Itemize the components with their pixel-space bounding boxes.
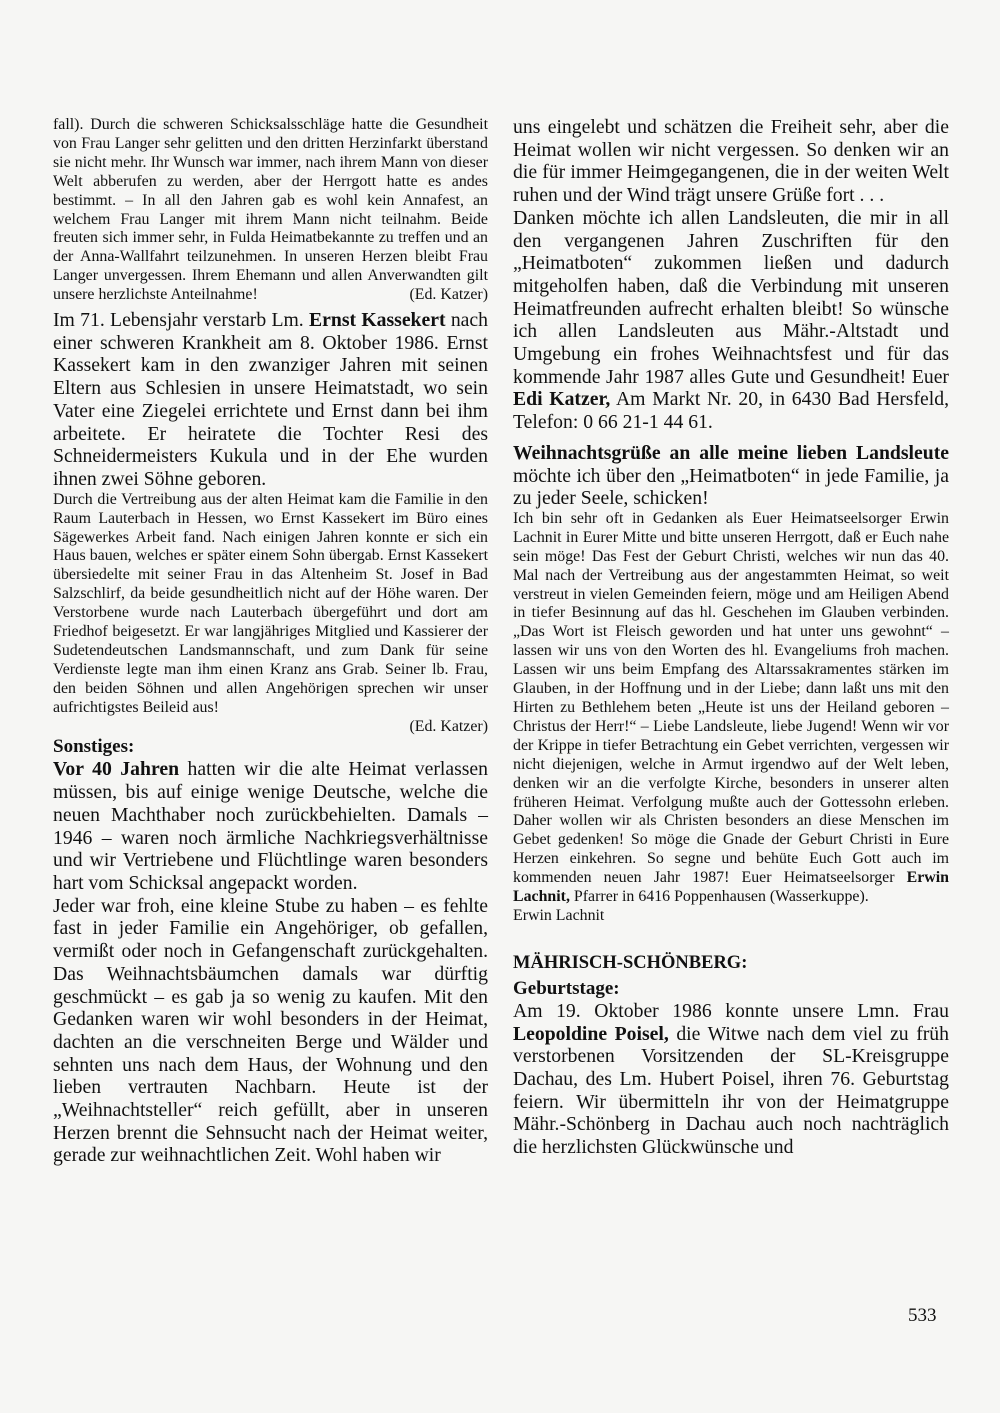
langer-obituary-paragraph: fall). Durch die schweren Schicksalsschläge hatte die Gesundheit von Frau Langer sehr gelitten und den dritten Herzinfarkt überstand sie nicht mehr. Ihr Wunsch war immer, nach ihrem Mann von dieser Welt abberufen zu werden, aber der Herrgott hatte es andes bestimmt. – In all den Jahren gab es wohl kein Annafest, an welchem Frau Langer mit ihrem Mann nicht teilnahm. Beide freuten sich immer sehr, in Fulda Heimatbekannte zu treffen und an der Anna-Wallfahrt teilzunehmen. In unseren Herzen bleibt Frau Langer unvergessen. Ihrem Ehemann und allen Anverwandten gilt unsere herzlichste Anteilnahme! (Ed. Katzer) [53,116,488,304]
left-column [53,116,488,1167]
sonstiges-lead: Vor 40 Jahren [53,758,180,781]
sonstiges-paragraph: Vor 40 Jahren hatten wir die alte Heimat verlassen müssen, bis auf einige wenige Deutsche, welche die neuen Machthaber noch zurückbehielten. Damals – 1946 – waren noch ärmliche Nachkriegsverhältnisse und wir Vertriebene und Flüchtlinge waren besonders hart vom Schicksal angepackt worden. [53,758,489,894]
erwin-lachnit-name: Erwin Lachnit, [513,869,949,906]
sermon-paragraph: Ich bin sehr oft in Gedanken als Euer Heimatseelsorger Erwin Lachnit in Eurer Mitte und bitte unseren Herrgott, daß er Euch nahe sein möge! Das Fest der Geburt Christi, welches wir nun das 40. Mal nach der Vertreibung aus der angestammten Heimat, so weit verstreut in vielen Gemeinden feiern, möge und am Heiligen Abend in tiefer Besinnung auf das hl. Geschehen im Glauben verbinden. „Das Wort ist Fleisch geworden und hat unter uns gewohnt“ – lassen wir uns von den Worten des hl. Evangeliums froh machen. Lassen wir uns beim Empfang des Altarssakramentes stärken im Glauben, in der Hoffnung und in der Liebe; dann laßt uns mit den Hirten zu Bethlehem beten „Heute ist uns der Heiland geboren – Christus der Herr!“ – Liebe Landsleute, liebe Jugend! Wenn wir vor der Krippe in tiefer Betrachtung ein Gebet verrichten, vergessen wir nicht diejenigen, welche in Armut irgendwo auf der Welt leben, denken wir an die verfolgte Kirche, besonders in unserer alten früheren Heimat. Verfolgung mußte auch der Gottessohn erleben. Daher wollen wir als Christen besonders an diese Menschen im Gebet gedenken! So möge die Gnade der Geburt Christi in Eure Herzen einkehren. So segne und behüte Euch Gott auch im kommenden neuen Jahr 1987! Euer Heimatseelsorger Erwin Lachnit, Pfarrer in 6416 Poppenhausen (Wasserkuppe). [513,509,949,906]
sonstiges-heading: Sonstiges: [53,736,135,758]
kassekert-name: Ernst Kassekert [309,309,446,332]
leopoldine-poisel-name: Leopoldine Poisel, [513,1022,669,1045]
right-column [513,116,949,1159]
birthday-paragraph: Am 19. Oktober 1986 konnte unsere Lmn. Frau Leopoldine Poisel, die Witwe nach dem viel zu früh verstorbenen Vorsitzenden der SL-Kreisgruppe Dachau, des Lm. Hubert Poisel, ihren 76. Geburtstag feiern. Wir übermitteln ihr von der Heimatgruppe Mähr.-Schönberg in Dachau auch noch nachträglich die herzlichsten Glückwünsche und [513,999,949,1159]
kassekert-signature: (Ed. Katzer) [409,717,488,735]
section-heading-maehrisch-schoenberg: MÄHRISCH-SCHÖNBERG: [513,952,748,973]
kassekert-obituary-paragraph: Durch die Vertreibung aus der alten Heimat kam die Familie in den Raum Lauterbach in Hessen, wo Ernst Kassekert im Büro eines Sägewerkes Arbeit fand. Nach einigen Jahren konnte er sich ein Haus bauen, welches er später einem Sohn übergab. Ernst Kassekert übersiedelte mit seiner Frau in das Altenheim St. Josef in Bad Salzschlirf, da beide gesundheitlich nicht auf der Höhe waren. Der Verstorbene wurde nach Lauterbach übergeführt und dort am Friedhof beigesetzt. Er war langjähriges Mitglied und Kassierer der Sudetendeutschen Landsmannschaft, und zum Dank für seine Verdienste legte man ihm einen Kranz ans Grab. Seiner lb. Frau, den beiden Söhnen und allen Angehörigen sprechen wir unser aufrichtigstes Beileid aus! [53,490,488,716]
langer-signature: (Ed. Katzer) [409,286,488,304]
christmas-greeting-title: Weihnachtsgrüße an alle meine lieben Landsleute [513,441,949,464]
continuation-paragraph: uns eingelebt und schätzen die Freiheit sehr, aber die Heimat wollen wir nicht vergessen. So denken wir an die für immer Heimgegangenen, die in der weiten Welt ruhen und der Wind trägt unsere Grüße fort . . . [513,116,949,207]
birthdays-subheading: Geburtstage: [513,977,620,999]
sonstiges-paragraph-2: Jeder war froh, eine kleine Stube zu haben – es fehlte fast in jeder Familie ein Angehöriger, ob gefallen, vermißt oder noch in Gefangenschaft zurückgehalten. Das Weihnachtsbäumchen damals war dürftig geschmückt – es gab ja so wenig zu kaufen. Mit den Gedanken waren wir wohl besonders in der Heimat, dachten an die verschneiten Berge und Wälder und sehnten uns nach dem Haus, der Wohnung und den lieben vertrauten Nachbarn. Heute ist der „Weihnachtsteller“ reich gefüllt, aber in unseren Herzen brennt die Sehnsucht nach der Heimat weiter, gerade zur weihnachtlichen Zeit. Wohl haben wir [53,894,488,1167]
edi-katzer-name: Edi Katzer, [513,388,611,411]
sermon-signature: Erwin Lachnit [513,906,605,924]
kassekert-obituary-intro: Im 71. Lebensjahr verstarb Lm. Ernst Kassekert nach einer schweren Krankheit am 8. Oktober 1986. Ernst Kassekert kam in den zwanziger Jahren mit seinen Eltern aus Schlesien in unsere Heimatstadt, wo sein Vater eine Ziegelei errichtete und Ernst dann bei ihm arbeitete. Er heiratete die Tochter Resi des Schneidermeisters Kukula und in der Ehe wurden ihnen zwei Söhne geboren. [53,309,488,490]
christmas-greeting: Weihnachtsgrüße an alle meine lieben Landsleute möchte ich über den „Heimatboten“ in jede Familie, ja zu jeder Seele, schicken! [513,441,949,510]
page-number: 533 [908,1305,937,1326]
thanks-paragraph: Danken möchte ich allen Landsleuten, die mir in all den vergangenen Jahren Zuschriften für den „Heimatboten“ zukommen ließen und dadurch mitgeholfen haben, daß die Verbindung mit unseren Heimatfreunden aufrecht erhalten bleibt! So wünsche ich allen Landsleuten aus Mähr.-Altstadt und Umgebung ein frohes Weihnachtsfest und für das kommende Jahr 1987 alles Gute und Gesundheit! Euer Edi Katzer, Am Markt Nr. 20, in 6430 Bad Hersfeld, Telefon: 0 66 21-1 44 61. [513,206,950,434]
